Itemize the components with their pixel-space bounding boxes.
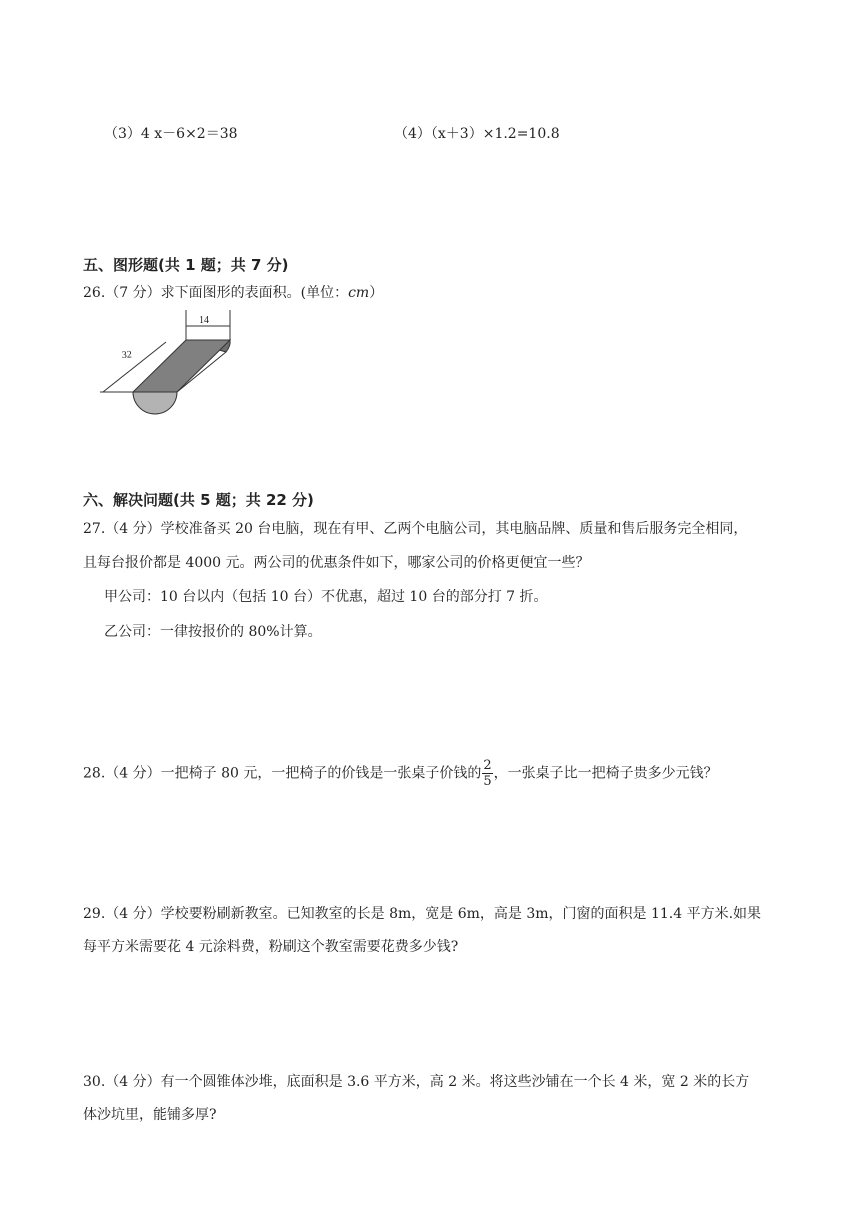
fraction xyxy=(482,759,492,788)
question-29-line-1: 29.（4 分）学校要粉刷新教室。已知教室的长是 8m，宽是 6m，高是 3m，门窗的面积是 11.4 平方米.如果 xyxy=(83,906,762,922)
section-6-title: 六、解决问题(共 5 题；共 22 分) xyxy=(83,491,314,509)
half-cylinder-figure xyxy=(100,308,240,418)
question-28-text-end: ，一张桌子比一把椅子贵多少元钱？ xyxy=(493,765,718,782)
half-disc-end-face xyxy=(133,392,177,414)
fraction-numerator: 2 xyxy=(483,758,492,773)
fraction-denominator: 5 xyxy=(483,774,492,789)
question-26 xyxy=(83,282,383,302)
question-27-line-1: 27.（4 分）学校准备买 20 台电脑，现在有甲、乙两个电脑公司，其电脑品牌、质量和售后服务完全相同， xyxy=(83,521,748,537)
equation-3: （3）4 x－6×2＝38 xyxy=(104,126,238,142)
dim-label-length: 32 xyxy=(121,349,133,361)
question-26-unit: cm xyxy=(348,285,370,301)
question-29-line-2: 每平方米需要花 4 元涂料费，粉刷这个教室需要花费多少钱? xyxy=(83,939,459,955)
question-27-option-b: 乙公司：一律按报价的 80%计算。 xyxy=(104,624,322,640)
question-26-text: 26.（7 分）求下面图形的表面积。(单位： xyxy=(83,285,349,301)
question-30-line-1: 30.（4 分）有一个圆锥体沙堆，底面积是 3.6 平方米，高 2 米。将这些沙铺在一个长 4 米，宽 2 米的长方 xyxy=(83,1074,750,1090)
equation-4: （4）（x＋3）×1.2=10.8 xyxy=(394,126,560,142)
flat-top-face xyxy=(133,340,230,392)
question-26-text-end: ） xyxy=(369,285,384,301)
question-27-option-a: 甲公司：10 台以内（包括 10 台）不优惠，超过 10 台的部分打 7 折。 xyxy=(104,589,548,605)
question-30-line-2: 体沙坑里，能铺多厚? xyxy=(83,1107,217,1123)
section-5-title: 五、图形题(共 1 题；共 7 分) xyxy=(83,256,289,274)
question-28-text: 28.（4 分）一把椅子 80 元，一把椅子的价钱是一张桌子价钱的 xyxy=(83,765,482,782)
question-27-line-2: 且每台报价都是 4000 元。两公司的优惠条件如下，哪家公司的价格更便宜一些？ xyxy=(83,555,590,571)
dim-label-width: 14 xyxy=(199,315,209,326)
question-28 xyxy=(83,759,718,788)
